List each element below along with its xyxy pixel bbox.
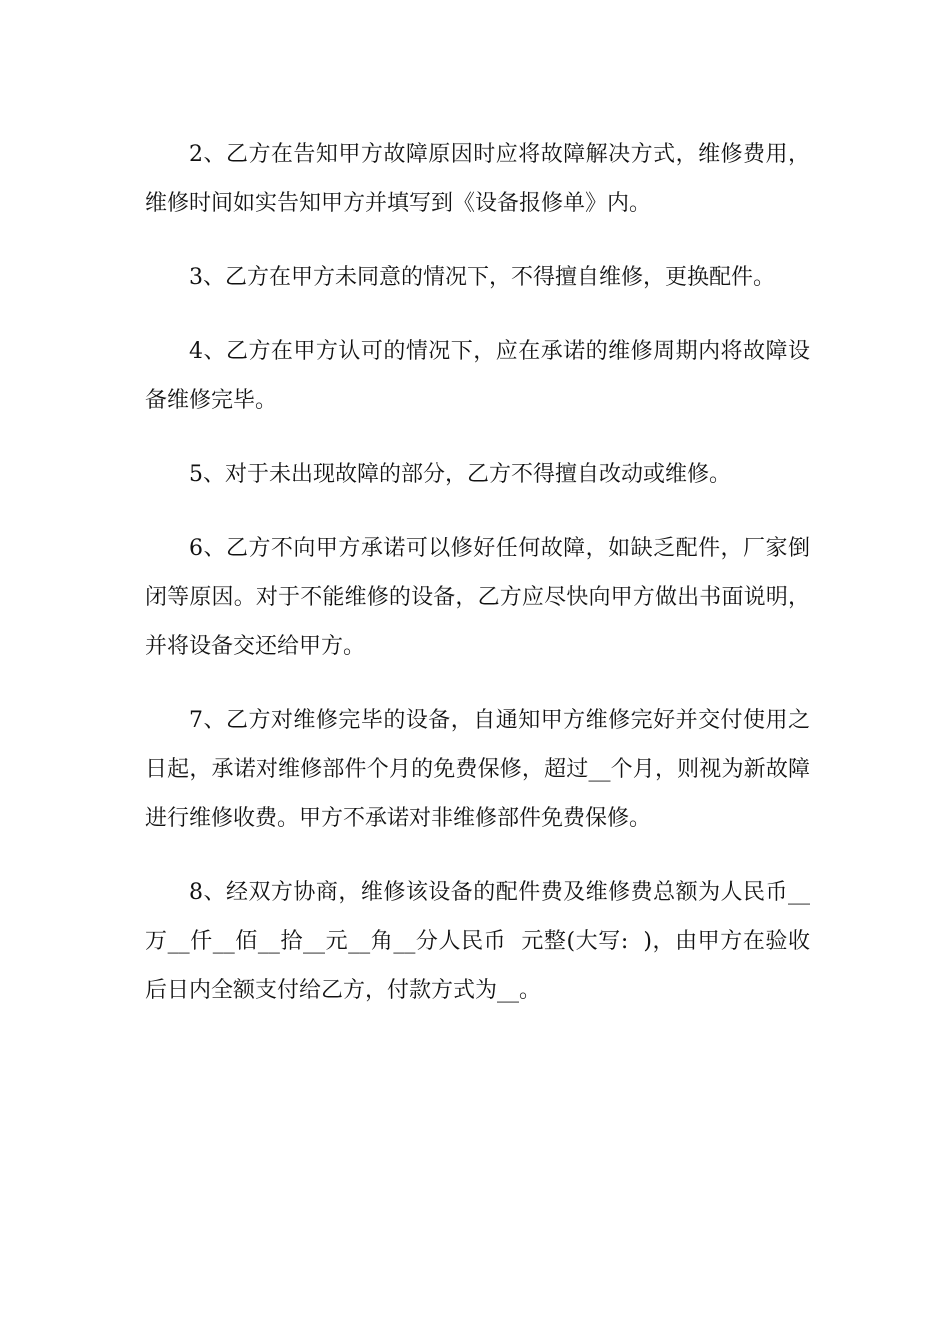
- paragraph-clause-2: 2、乙方在告知甲方故障原因时应将故障解决方式，维修费用，维修时间如实告知甲方并填写到《设备报修单》内。: [145, 142, 810, 216]
- document-body: [145, 130, 810, 1040]
- paragraph-clause-4: 4、乙方在甲方认可的情况下，应在承诺的维修周期内将故障设备维修完毕。: [145, 339, 810, 413]
- paragraph-clause-7: 7、乙方对维修完毕的设备，自通知甲方维修完好并交付使用之日起，承诺对维修部件个月的免费保修，超过__个月，则视为新故障进行维修收费。甲方不承诺对非维修部件免费保修。: [145, 708, 810, 831]
- paragraph-clause-6: 6、乙方不向甲方承诺可以修好任何故障，如缺乏配件，厂家倒闭等原因。对于不能维修的设备，乙方应尽快向甲方做出书面说明，并将设备交还给甲方。: [145, 536, 810, 659]
- paragraph-clause-5: 5、对于未出现故障的部分，乙方不得擅自改动或维修。: [189, 462, 731, 487]
- paragraph-clause-8: 8、经双方协商，维修该设备的配件费及维修费总额为人民币__万__仟__佰__拾__元__角__分人民币 元整(大写: )，由甲方在验收后日内全额支付给乙方，付款方式为__。: [145, 880, 810, 1003]
- paragraph-clause-3: 3、乙方在甲方未同意的情况下，不得擅自维修，更换配件。: [189, 265, 775, 290]
